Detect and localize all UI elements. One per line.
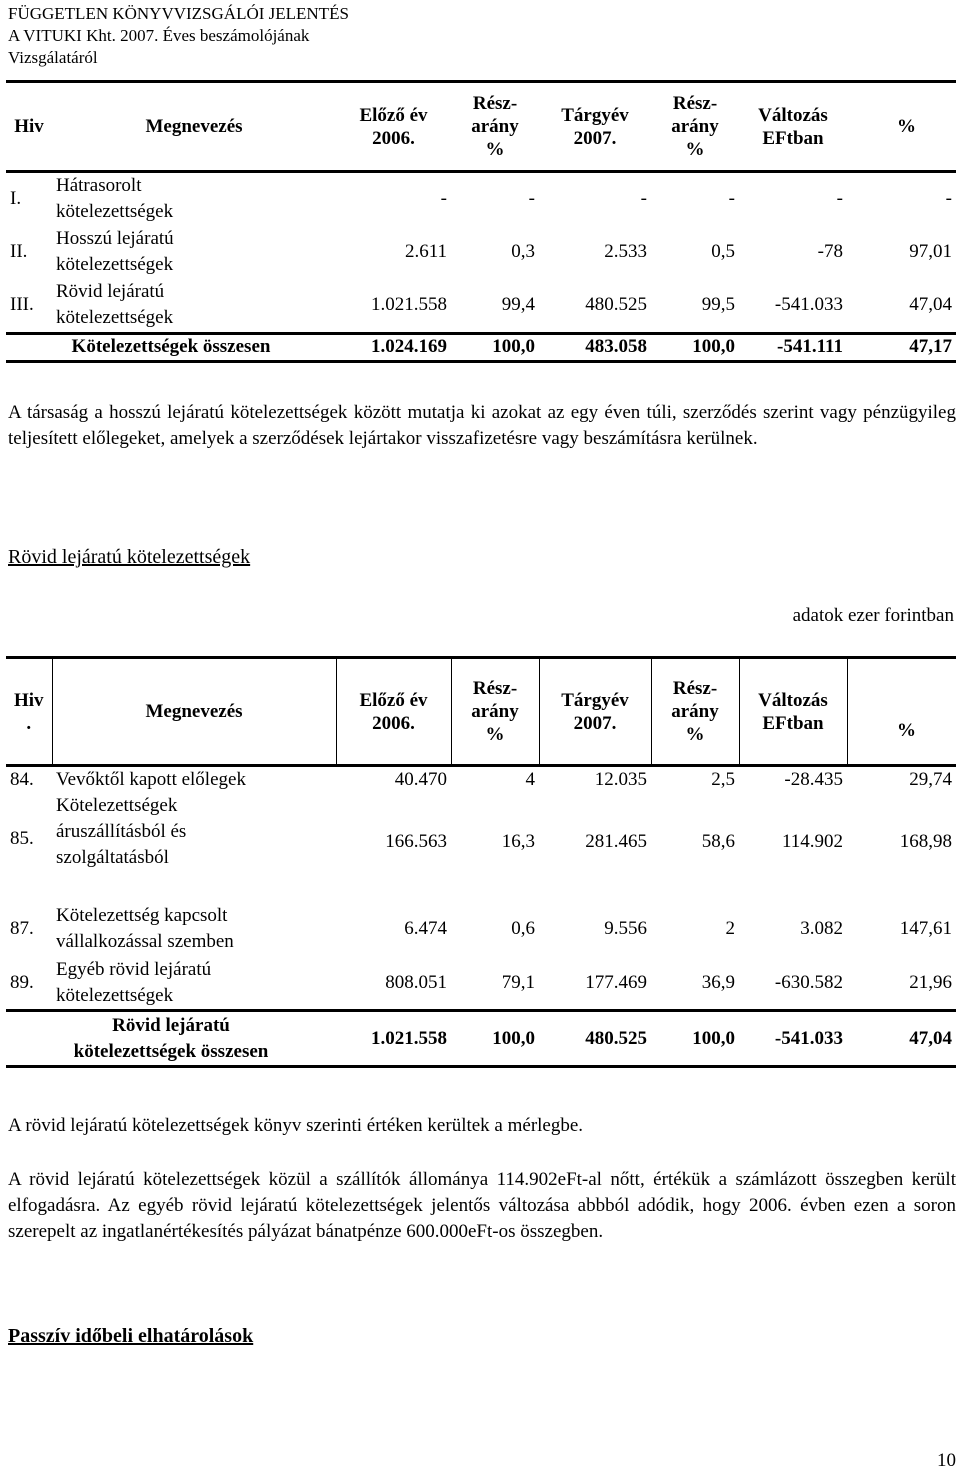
table-row xyxy=(6,766,956,794)
total-curr: 483.058 xyxy=(539,333,651,361)
cell-curr: 281.465 xyxy=(585,831,647,852)
table-total-row xyxy=(6,333,956,361)
row-code: 84. xyxy=(10,769,34,790)
cell-share2: 36,9 xyxy=(701,972,735,993)
table-row xyxy=(6,793,956,901)
table-row xyxy=(6,957,956,1011)
col-share1: Rész- arány % xyxy=(451,82,539,172)
cell-curr: 480.525 xyxy=(585,294,647,316)
cell-share2: - xyxy=(728,188,735,209)
cell-curr: 177.469 xyxy=(585,972,647,993)
row-name: Rövid lejáratú kötelezettségek xyxy=(56,281,174,329)
col-share2: Rész- arány % xyxy=(651,658,739,766)
cell-share2: 99,5 xyxy=(701,294,735,316)
table-row xyxy=(6,279,956,333)
cell-share1: 79,1 xyxy=(501,972,535,993)
col-share2: Rész- arány % xyxy=(651,82,739,172)
cell-pct: - xyxy=(945,188,952,209)
cell-share2: 2 xyxy=(725,918,735,939)
col-change: Változás EFtban xyxy=(739,658,847,766)
cell-share1: 99,4 xyxy=(501,294,535,316)
cell-change: - xyxy=(836,188,843,209)
short-term-liabilities-table xyxy=(6,656,956,1068)
row-code: 85. xyxy=(10,828,34,849)
cell-curr: 9.556 xyxy=(604,918,647,939)
row-name: Hosszú lejáratú kötelezettségek xyxy=(56,228,174,275)
row-code: 89. xyxy=(10,972,34,993)
cell-share1: 0,3 xyxy=(511,241,535,262)
cell-curr: 12.035 xyxy=(594,769,647,790)
cell-pct: 21,96 xyxy=(909,972,952,993)
cell-pct: 147,61 xyxy=(899,918,952,939)
cell-share2: 2,5 xyxy=(711,769,735,790)
total-share1: 100,0 xyxy=(451,333,539,361)
row-name: Hátrasorolt kötelezettségek xyxy=(56,175,174,222)
cell-pct: 168,98 xyxy=(899,831,952,852)
total-share2: 100,0 xyxy=(651,333,739,361)
cell-pct: 47,04 xyxy=(909,294,952,316)
total-share2: 100,0 xyxy=(651,1011,739,1067)
table-total-row xyxy=(6,1011,956,1067)
cell-pct: 97,01 xyxy=(909,241,952,262)
cell-prev: 6.474 xyxy=(404,918,447,939)
cell-change: -78 xyxy=(817,241,843,262)
col-hiv: Hiv . xyxy=(6,658,52,766)
page-number: 10 xyxy=(937,1450,956,1471)
row-code: III. xyxy=(10,294,34,316)
report-title: FÜGGETLEN KÖNYVVIZSGÁLÓI JELENTÉS xyxy=(8,4,349,23)
cell-share2: 0,5 xyxy=(711,241,735,262)
cell-change: 114.902 xyxy=(781,831,843,852)
section-title-accruals: Passzív időbeli elhatárolások xyxy=(8,1325,254,1347)
col-pct: % xyxy=(847,658,956,766)
cell-share1: - xyxy=(528,188,535,209)
total-label: Rövid lejáratú kötelezettségek összesen xyxy=(6,1011,336,1067)
cell-prev: 808.051 xyxy=(385,972,447,993)
total-pct: 47,17 xyxy=(847,333,956,361)
col-name: Megnevezés xyxy=(52,658,336,766)
section-title-short-term: Rövid lejáratú kötelezettségek xyxy=(8,546,251,568)
report-subtitle: A VITUKI Kht. 2007. Éves beszámolójának xyxy=(8,26,310,45)
unit-note: adatok ezer forintban xyxy=(792,605,954,626)
col-prev: Előző év 2006. xyxy=(336,658,451,766)
col-share1: Rész- arány % xyxy=(451,658,539,766)
col-pct: % xyxy=(847,82,956,172)
total-share1: 100,0 xyxy=(451,1011,539,1067)
report-subtitle-2: Vizsgálatáról xyxy=(8,48,98,67)
paragraph-long-term: A társaság a hosszú lejáratú kötelezettségek között mutatja ki azokat az egy éven túli, szerződés szerint vagy pénzügyileg teljesített előlegeket, amelyek a szerződések lejártakor visszafizetésre vagy beszámításra kerülnek. xyxy=(8,402,956,449)
total-label: Kötelezettségek összesen xyxy=(6,333,336,361)
total-curr: 480.525 xyxy=(539,1011,651,1067)
col-change: Változás EFtban xyxy=(739,82,847,172)
table-header-row xyxy=(6,658,956,766)
table-row xyxy=(6,901,956,957)
cell-share1: 4 xyxy=(525,769,535,790)
liabilities-table xyxy=(6,80,956,363)
row-code: II. xyxy=(10,241,28,262)
total-change: -541.111 xyxy=(739,333,847,361)
table-row xyxy=(6,172,956,226)
table-header-row xyxy=(6,82,956,172)
total-prev: 1.024.169 xyxy=(336,333,451,361)
row-name: Egyéb rövid lejáratú kötelezettségek xyxy=(56,959,212,1006)
cell-prev: 40.470 xyxy=(394,769,447,790)
cell-change: -630.582 xyxy=(774,972,843,993)
col-name: Megnevezés xyxy=(52,82,336,172)
col-curr: Tárgyév 2007. xyxy=(539,82,651,172)
row-name: Kötelezettségek áruszállításból és szolgáltatásból xyxy=(56,795,187,868)
paragraph-book-value: A rövid lejáratú kötelezettségek könyv szerinti értéken kerültek a mérlegbe. xyxy=(8,1115,584,1136)
cell-change: -28.435 xyxy=(784,769,843,790)
row-code: 87. xyxy=(10,918,34,939)
col-curr: Tárgyév 2007. xyxy=(539,658,651,766)
paragraph-suppliers: A rövid lejáratú kötelezettségek közül a szállítók állománya 114.902eFt-al nőtt, értékük a számlázott összegben került elfogadásra. Az egyéb rövid lejáratú kötelezettségek jelentős változása abbból adódik, hogy 2006. évben ezen a soron szerepelt az ingatlanértékesítés pályázat bánatpénze 600.000eFt-os összegben. xyxy=(8,1169,956,1242)
total-change: -541.033 xyxy=(739,1011,847,1067)
col-prev: Előző év 2006. xyxy=(336,82,451,172)
cell-prev: 166.563 xyxy=(385,831,447,852)
cell-share1: 0,6 xyxy=(511,918,535,939)
row-name: Vevőktől kapott előlegek xyxy=(56,769,246,790)
total-prev: 1.021.558 xyxy=(336,1011,451,1067)
cell-change: -541.033 xyxy=(774,294,843,316)
cell-prev: 1.021.558 xyxy=(371,294,447,316)
cell-curr: 2.533 xyxy=(604,241,647,262)
cell-share2: 58,6 xyxy=(701,831,735,852)
cell-pct: 29,74 xyxy=(909,769,952,790)
cell-prev: - xyxy=(440,188,447,209)
table-row xyxy=(6,225,956,279)
cell-prev: 2.611 xyxy=(404,241,447,262)
col-hiv: Hiv xyxy=(6,82,52,172)
row-code: I. xyxy=(10,188,22,209)
total-pct: 47,04 xyxy=(847,1011,956,1067)
row-name: Kötelezettség kapcsolt vállalkozással szemben xyxy=(56,905,234,952)
cell-change: 3.082 xyxy=(800,918,843,939)
cell-curr: - xyxy=(640,188,647,209)
cell-share1: 16,3 xyxy=(501,831,535,852)
